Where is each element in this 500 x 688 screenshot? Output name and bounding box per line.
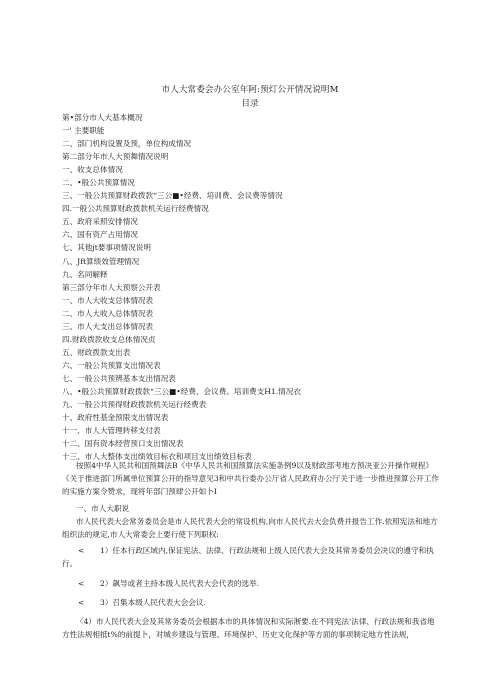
toc-heading: 目录 — [241, 99, 259, 109]
document-body — [62, 459, 440, 641]
toc-item: 四.一般公共预算财政拨款机关运行经费情况 — [62, 204, 209, 214]
list-item — [62, 596, 440, 609]
toc-item: 一、收支总体情况 — [62, 165, 123, 175]
toc-item: 九、名同解释 — [62, 269, 108, 279]
toc-item: 六、国有资产占用情况 — [62, 230, 138, 240]
section-heading: 一、市人大职说 — [76, 503, 130, 513]
toc-item: 五、财政拨款支出表 — [62, 347, 131, 357]
table-of-contents — [62, 111, 442, 463]
toc-item: 二、市人大收入总体情况表 — [62, 308, 154, 318]
toc-item: 三、市人大支出总体情况表 — [62, 321, 154, 331]
toc-item: 二、部门机构设置及预，单位构成情况 — [62, 139, 192, 149]
list-item-text: 3）召集本级人民代表大会会议. — [100, 597, 206, 607]
toc-item: 七、一般公共预辨基本支出情况表 — [62, 373, 176, 383]
list-marker: < — [78, 578, 85, 588]
intro-paragraph: 按照4中华人民共和国预舞法B《中华人民共和国预算法实施条例9以及财政部考地方预决亚公开操作规程》《关于推进部门所属单位预算公开的指导意见3和中共行委办公厅省人民政府办公厅关于进一步推进预算公开工作的实施方案令赞求，现将年部门预肆公开如卜I — [62, 461, 439, 497]
toc-item: 十、政府性基金预限支出情况表 — [62, 413, 169, 423]
list-item — [62, 544, 440, 570]
toc-item: 第•部分市人大基本概况 — [62, 113, 143, 122]
toc-item: 十一、市人大管理转移支付表 — [62, 426, 161, 436]
list-marker: < — [78, 546, 85, 556]
toc-item: 九、一般公共预得财政拨款机关运行经费表 — [62, 400, 207, 410]
toc-item: 四.财政拨款收支总体情况贞 — [62, 334, 156, 344]
toc-item: 第三部分年市人大预察公开表 — [62, 282, 161, 292]
document-title: 市人大常委会办公室年阿:预灯公开情况说明M — [161, 85, 339, 95]
list-marker: < — [78, 597, 85, 607]
item4-paragraph: 〈4）市人民代表大会及其常务委员会根据本市的具体情况和实际淅要.在不同宪法'法律、行政法规和我省地方性法规相抵t%的前提卜，对城乡建设与管理、环境保护、历史文化保护等方面的事项制定地方性法规， — [62, 617, 435, 640]
list-item — [62, 577, 440, 590]
toc-item: 五、政府采照安排情况 — [62, 217, 138, 227]
toc-item: 二、•般公共预算情况 — [62, 178, 135, 188]
toc-item: 八、•般公共预算财政拨款“三公■•经费、会议费、培训费支H1.情况衣 — [62, 386, 301, 396]
toc-item: 十二、国有资本经营预口支出情况表 — [62, 439, 184, 449]
toc-item: 第二部分年市人大预舞情况说明 — [62, 152, 169, 162]
toc-item: 六、一般公共预算支出情况表 — [62, 360, 161, 370]
duty-paragraph: 市人民代表大会常务委员会是市人民代表大会的常设机构,向市人民代去大会负费并报告工作.依照宪法和地方组织法的规定,市人大常委会上要行使下列职权: — [62, 516, 438, 540]
list-item-text: 2）飙导或者主持本级人民代表大会代表的选举. — [100, 578, 260, 588]
toc-item: 一' 主要职能 — [62, 126, 105, 136]
toc-item: 十三、市人大整体支出绩效目标衣和项目支出绩效目标表 — [62, 452, 252, 462]
toc-item: 七、其他jt要事项情况说明 — [62, 243, 151, 253]
toc-item: 三、一般公共预算财政拨款“三公■•经费、培训费、会议费等情况 — [62, 191, 283, 201]
list-item-text: 1）任本行政区域内,保证宪法、法律、行政法规和上级人民代表大会及其常务委员会决议的遵守和执行。 — [62, 546, 434, 569]
toc-item: 八、Jft算绩效管理情况 — [62, 256, 140, 266]
toc-item: 一、市人大收支总体情况表 — [62, 295, 154, 305]
